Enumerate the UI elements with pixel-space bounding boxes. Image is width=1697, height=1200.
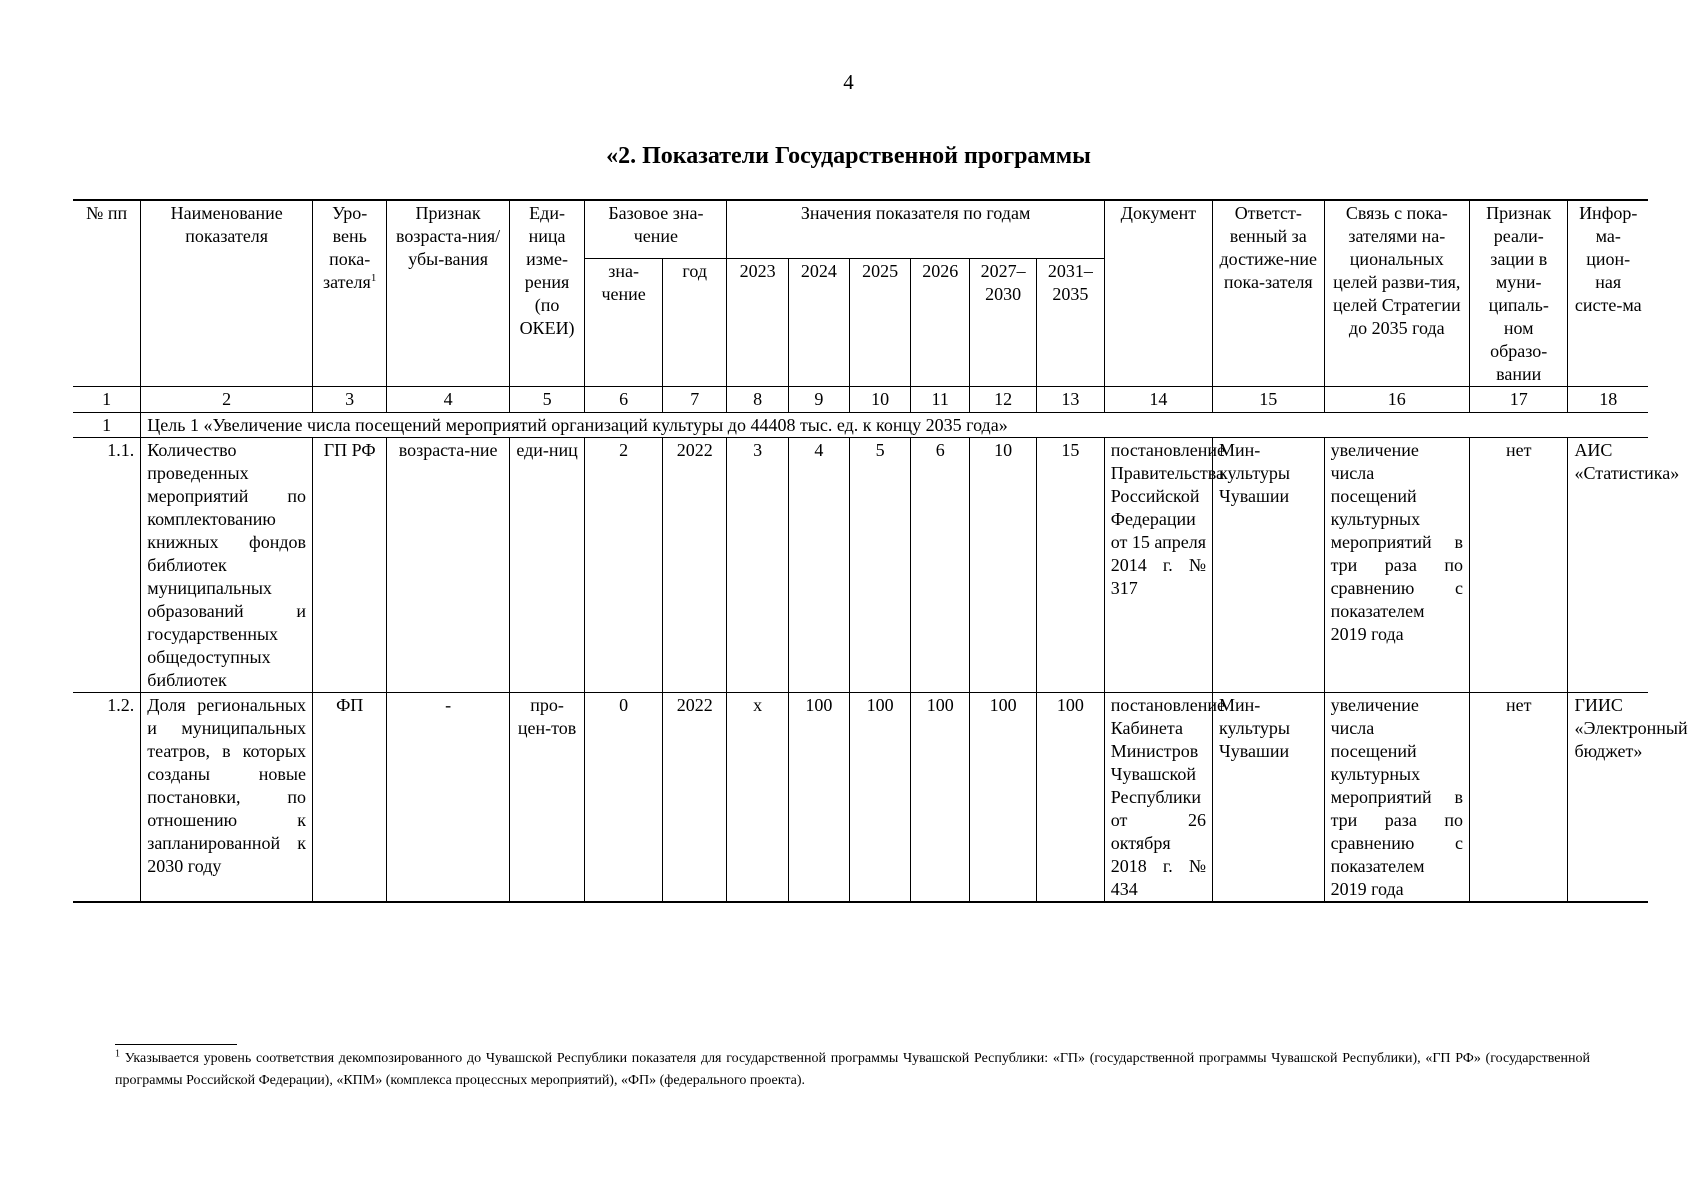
row-unit: про-цен-тов bbox=[509, 693, 584, 903]
header-num: № пп bbox=[73, 200, 141, 387]
table-row bbox=[73, 693, 1648, 903]
row-trend: возраста-ние bbox=[387, 438, 509, 693]
row-2026: 6 bbox=[911, 438, 970, 693]
column-number: 7 bbox=[662, 387, 727, 413]
column-number: 8 bbox=[727, 387, 788, 413]
row-link: увеличение числа посещений культурных мероприятий в три раза по сравнению с показателем 2019 года bbox=[1324, 438, 1469, 693]
row-2023: x bbox=[727, 693, 788, 903]
table-row bbox=[73, 438, 1648, 693]
column-number: 13 bbox=[1036, 387, 1104, 413]
row-2027-2030: 100 bbox=[970, 693, 1037, 903]
row-info-system: АИС «Статистика» bbox=[1568, 438, 1648, 693]
footnote bbox=[115, 1048, 1590, 1092]
row-document: постановление Кабинета Министров Чувашской Республики от 26 октября 2018 г. № 434 bbox=[1104, 693, 1212, 903]
column-number: 12 bbox=[970, 387, 1037, 413]
column-number: 10 bbox=[849, 387, 910, 413]
row-link: увеличение числа посещений культурных мероприятий в три раза по сравнению с показателем 2019 года bbox=[1324, 693, 1469, 903]
goal-row bbox=[73, 413, 1648, 438]
column-number: 15 bbox=[1213, 387, 1325, 413]
footnote-text: Указывается уровень соответствия декомпозированного до Чувашской Республики показателя для государственной программы Чувашской Республики: «ГП» (государственной программы Чувашской Республики), «ГП РФ» (государственной программы Российской Федерации), «КПМ» (комплекса процессных мероприятий), «ФП» (федерального проекта). bbox=[115, 1051, 1590, 1088]
column-number: 4 bbox=[387, 387, 509, 413]
header-year-2023: 2023 bbox=[727, 259, 788, 387]
header-trend: Признак возраста-ния/убы-вания bbox=[387, 200, 509, 387]
header-year-2025: 2025 bbox=[849, 259, 910, 387]
header-link: Связь с пока-зателями на-циональных целей разви-тия, целей Стратегии до 2035 года bbox=[1324, 200, 1469, 387]
row-base-value: 2 bbox=[585, 438, 663, 693]
row-num: 1.2. bbox=[73, 693, 141, 903]
row-level: ФП bbox=[313, 693, 387, 903]
footnote-divider bbox=[115, 1044, 237, 1045]
header-year-2031-2035: 2031–2035 bbox=[1036, 259, 1104, 387]
column-number: 14 bbox=[1104, 387, 1212, 413]
header-year-2026: 2026 bbox=[911, 259, 970, 387]
header-base: Базовое зна-чение bbox=[585, 200, 727, 259]
column-number: 3 bbox=[313, 387, 387, 413]
row-responsible: Мин-культуры Чувашии bbox=[1213, 438, 1325, 693]
row-2031-2035: 100 bbox=[1036, 693, 1104, 903]
column-number: 17 bbox=[1470, 387, 1568, 413]
header-name: Наименование показателя bbox=[141, 200, 313, 387]
section-title: «2. Показатели Государственной программы bbox=[606, 143, 1091, 169]
row-trend: - bbox=[387, 693, 509, 903]
column-number: 18 bbox=[1568, 387, 1648, 413]
row-2024: 4 bbox=[788, 438, 849, 693]
row-2031-2035: 15 bbox=[1036, 438, 1104, 693]
row-municipal: нет bbox=[1470, 438, 1568, 693]
header-level-text: Уро-вень пока-зателя bbox=[323, 203, 371, 292]
row-2027-2030: 10 bbox=[970, 438, 1037, 693]
row-base-year: 2022 bbox=[662, 438, 727, 693]
column-number: 2 bbox=[141, 387, 313, 413]
page-number: 4 bbox=[843, 70, 854, 94]
header-base-year: год bbox=[662, 259, 727, 387]
header-municipal: Признак реали-зации в муни-ципаль-ном образо-вании bbox=[1470, 200, 1568, 387]
column-number: 6 bbox=[585, 387, 663, 413]
goal-text: Цель 1 «Увеличение числа посещений мероприятий организаций культуры до 44408 тыс. ед. к концу 2035 года» bbox=[141, 413, 1648, 438]
row-2025: 100 bbox=[849, 693, 910, 903]
row-base-year: 2022 bbox=[662, 693, 727, 903]
column-number: 9 bbox=[788, 387, 849, 413]
row-2024: 100 bbox=[788, 693, 849, 903]
row-unit: еди-ниц bbox=[509, 438, 584, 693]
row-2023: 3 bbox=[727, 438, 788, 693]
row-municipal: нет bbox=[1470, 693, 1568, 903]
header-year-2027-2030: 2027–2030 bbox=[970, 259, 1037, 387]
footnote-marker: 1 bbox=[115, 1048, 120, 1060]
row-name: Доля региональных и муниципальных театров, в которых созданы новые постановки, по отношению к запланированной к 2030 году bbox=[141, 693, 313, 903]
row-info-system: ГИИС «Электронный бюджет» bbox=[1568, 693, 1648, 903]
row-document: постановление Правительства Российской Федерации от 15 апреля 2014 г. № 317 bbox=[1104, 438, 1212, 693]
header-unit: Еди-ница изме-рения (по ОКЕИ) bbox=[509, 200, 584, 387]
header-years-group: Значения показателя по годам bbox=[727, 200, 1104, 259]
row-base-value: 0 bbox=[585, 693, 663, 903]
row-responsible: Мин-культуры Чувашии bbox=[1213, 693, 1325, 903]
header-responsible: Ответст-венный за достиже-ние пока-зателя bbox=[1213, 200, 1325, 387]
goal-num: 1 bbox=[73, 413, 141, 438]
header-year-2024: 2024 bbox=[788, 259, 849, 387]
row-2025: 5 bbox=[849, 438, 910, 693]
header-info-system: Инфор-ма-цион-ная систе-ма bbox=[1568, 200, 1648, 387]
indicators-table bbox=[73, 199, 1688, 903]
row-2026: 100 bbox=[911, 693, 970, 903]
column-number: 1 bbox=[73, 387, 141, 413]
row-name: Количество проведенных мероприятий по комплектованию книжных фондов библиотек муниципальных образований и государственных общедоступных библиотек bbox=[141, 438, 313, 693]
row-level: ГП РФ bbox=[313, 438, 387, 693]
column-number: 5 bbox=[509, 387, 584, 413]
row-num: 1.1. bbox=[73, 438, 141, 693]
header-base-value: зна-чение bbox=[585, 259, 663, 387]
header-level bbox=[313, 200, 387, 387]
column-number: 11 bbox=[911, 387, 970, 413]
footnote-ref: 1 bbox=[370, 272, 377, 284]
column-numbers-row bbox=[73, 387, 1648, 413]
column-number: 16 bbox=[1324, 387, 1469, 413]
header-document: Документ bbox=[1104, 200, 1212, 387]
